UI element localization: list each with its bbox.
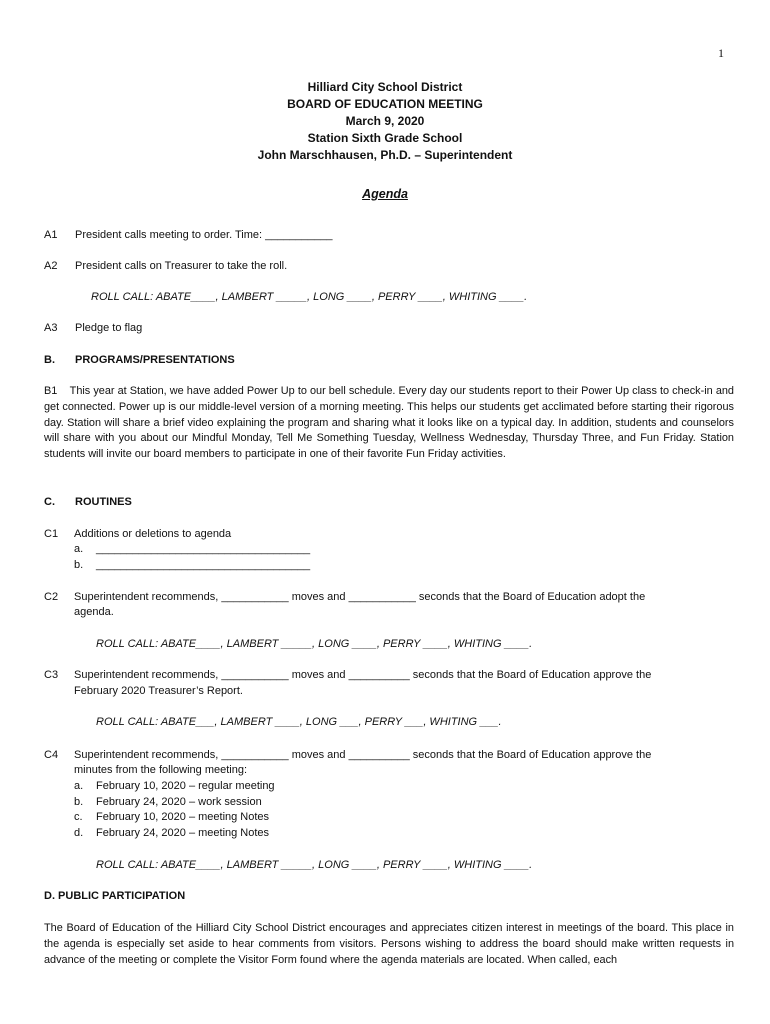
c4-sub-letter: c. bbox=[74, 811, 83, 823]
c1-sub-b-letter: b. bbox=[74, 559, 84, 571]
section-d-title: D. PUBLIC PARTICIPATION bbox=[44, 890, 186, 902]
roll-call-3: ROLL CALL: ABATE___, LAMBERT ____, LONG ___, PERRY ___, WHITING ___. bbox=[96, 716, 502, 728]
item-c2-line1: Superintendent recommends, ___________ moves and ___________ seconds that the Board of Education adopt the bbox=[74, 591, 646, 603]
page-number: 1 bbox=[718, 46, 724, 60]
section-c-title: ROUTINES bbox=[75, 496, 132, 508]
c4-sub-letter: b. bbox=[74, 796, 84, 808]
item-code-a1: A1 bbox=[44, 229, 58, 241]
section-d-paragraph: The Board of Education of the Hilliard City School District encourages and appreciates citizen interest in meetings of the board. This place in the agenda is especially set aside to hear comments from visitors. Persons wishing to address the board should make written requests in advance of the meeting or complete the Visitor Form found where the agenda materials are located. When called, each bbox=[44, 922, 734, 966]
c4-sub-letter: d. bbox=[74, 827, 84, 839]
item-a3-text: Pledge to flag bbox=[75, 322, 143, 334]
item-a1-text: President calls meeting to order. Time: ___________ bbox=[75, 229, 333, 241]
item-c2-line2: agenda. bbox=[74, 606, 114, 618]
item-code-b1: B1 bbox=[44, 385, 58, 397]
item-code-a3: A3 bbox=[44, 322, 58, 334]
superintendent-line: John Marschhausen, Ph.D. – Superintendent bbox=[257, 148, 513, 162]
c1-sub-b-blank: ___________________________________ bbox=[96, 559, 311, 571]
c4-sub-text: February 24, 2020 – meeting Notes bbox=[96, 827, 270, 839]
item-b1-paragraph bbox=[44, 384, 734, 463]
c1-sub-a-letter: a. bbox=[74, 543, 84, 555]
item-c3-line1: Superintendent recommends, ___________ moves and __________ seconds that the Board of Education approve the bbox=[74, 669, 652, 681]
meeting-location: Station Sixth Grade School bbox=[307, 131, 463, 145]
section-code-b: B. bbox=[44, 354, 55, 366]
c1-sub-a-blank: ___________________________________ bbox=[96, 543, 311, 555]
agenda-heading: Agenda bbox=[362, 187, 408, 201]
item-code-a2: A2 bbox=[44, 260, 58, 272]
district-name: Hilliard City School District bbox=[307, 80, 463, 94]
roll-call-4: ROLL CALL: ABATE____, LAMBERT _____, LONG ____, PERRY ____, WHITING ____. bbox=[96, 859, 533, 871]
roll-call-2: ROLL CALL: ABATE____, LAMBERT _____, LONG ____, PERRY ____, WHITING ____. bbox=[96, 638, 533, 650]
item-code-c4: C4 bbox=[44, 749, 59, 761]
meeting-title: BOARD OF EDUCATION MEETING bbox=[287, 97, 483, 111]
roll-call-1: ROLL CALL: ABATE____, LAMBERT _____, LONG ____, PERRY ____, WHITING ____. bbox=[91, 291, 528, 303]
c4-sub-text: February 10, 2020 – meeting Notes bbox=[96, 811, 270, 823]
item-code-c1: C1 bbox=[44, 528, 59, 540]
section-b-title: PROGRAMS/PRESENTATIONS bbox=[75, 354, 235, 366]
item-b1-text: This year at Station, we have added Power Up to our bell schedule. Every day our students report to their Power Up class to check-in and get connected. Power up is our middle-level version of a morning meeting. This helps our students get acclimated before starting their rigorous day. Station will share a brief video explaining the program and sharing what it looks like on a typical day. In addition, students and counselors will share with you about our Mindful Monday, Tell Me Something Tuesday, Wellness Wednesday, Thursday Three, and Fun Friday. Station students will invite our board members to participate in one of their favorite Fun Friday activities. bbox=[44, 385, 734, 461]
c4-sub-text: February 10, 2020 – regular meeting bbox=[96, 780, 275, 792]
item-c3-line2: February 2020 Treasurer’s Report. bbox=[74, 685, 243, 697]
section-code-c: C. bbox=[44, 496, 55, 508]
item-c4-line2: minutes from the following meeting: bbox=[74, 764, 248, 776]
meeting-date: March 9, 2020 bbox=[345, 114, 425, 128]
item-code-c2: C2 bbox=[44, 591, 59, 603]
c4-sub-letter: a. bbox=[74, 780, 84, 792]
item-a2-text: President calls on Treasurer to take the roll. bbox=[75, 260, 288, 272]
item-c4-line1: Superintendent recommends, ___________ moves and __________ seconds that the Board of Education approve the bbox=[74, 749, 652, 761]
item-c1-text: Additions or deletions to agenda bbox=[74, 528, 232, 540]
c4-sub-text: February 24, 2020 – work session bbox=[96, 796, 262, 808]
item-code-c3: C3 bbox=[44, 669, 59, 681]
